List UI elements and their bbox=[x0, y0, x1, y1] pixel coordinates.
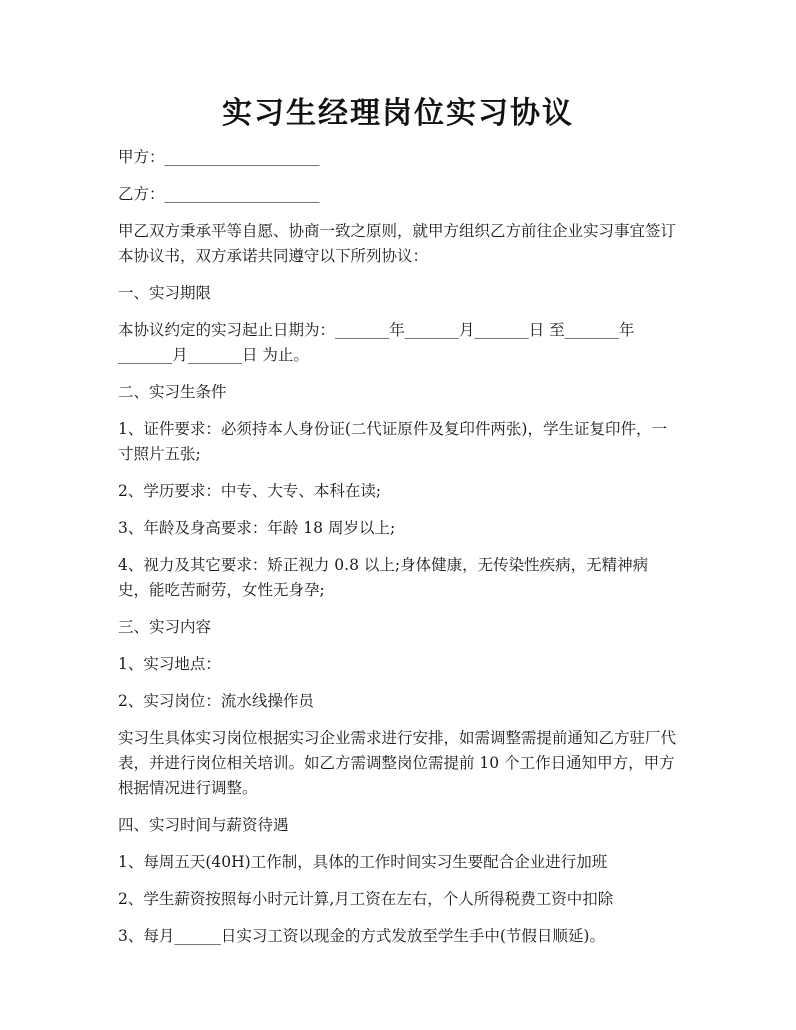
section-2-item-2: 2、学历要求：中专、大专、本科在读; bbox=[118, 482, 382, 500]
section-2-item-4: 4、视力及其它要求：矫正视力 0.8 以上;身体健康，无传染性疾病，无精神病史，能吃苦耐劳，女性无身孕; bbox=[118, 556, 649, 599]
section-3-heading: 三、实习内容 bbox=[118, 618, 212, 636]
section-4-item-2: 2、学生薪资按照每小时元计算,月工资在左右，个人所得税费工资中扣除 bbox=[118, 890, 614, 908]
section-4-item-3: 3、每月______日实习工资以现金的方式发放至学生手中(节假日顺延)。 bbox=[118, 927, 605, 945]
section-2-heading: 二、实习生条件 bbox=[118, 383, 227, 401]
party-b-line: 乙方：____________________ bbox=[118, 185, 320, 203]
section-1-heading: 一、实习期限 bbox=[118, 284, 212, 302]
section-4-item-1: 1、每周五天(40H)工作制，具体的工作时间实习生要配合企业进行加班 bbox=[118, 853, 608, 871]
section-3-paragraph: 实习生具体实习岗位根据实习企业需求进行安排，如需调整需提前通知乙方驻厂代表，并进行岗位相关培训。如乙方需调整岗位需提前 10 个工作日通知甲方，甲方根据情况进行调整。 bbox=[118, 729, 677, 797]
section-3-item-1: 1、实习地点： bbox=[118, 655, 221, 673]
section-1-period-paragraph: 本协议约定的实习起止日期为：_______年_______月_______日 至_______年_______月_______日 为止。 bbox=[118, 321, 635, 364]
document-body bbox=[118, 145, 678, 961]
party-a-line: 甲方：____________________ bbox=[118, 148, 320, 166]
section-2-item-1: 1、证件要求：必须持本人身份证(二代证原件及复印件两张)，学生证复印件，一寸照片五张; bbox=[118, 420, 667, 463]
intro-paragraph: 甲乙双方秉承平等自愿、协商一致之原则，就甲方组织乙方前往企业实习事宜签订本协议书，双方承诺共同遵守以下所列协议： bbox=[118, 222, 677, 265]
section-3-item-2: 2、实习岗位：流水线操作员 bbox=[118, 692, 314, 710]
document-title: 实习生经理岗位实习协议 bbox=[222, 96, 574, 131]
section-4-heading: 四、实习时间与薪资待遇 bbox=[118, 816, 289, 834]
section-2-item-3: 3、年龄及身高要求：年龄 18 周岁以上; bbox=[118, 519, 396, 537]
